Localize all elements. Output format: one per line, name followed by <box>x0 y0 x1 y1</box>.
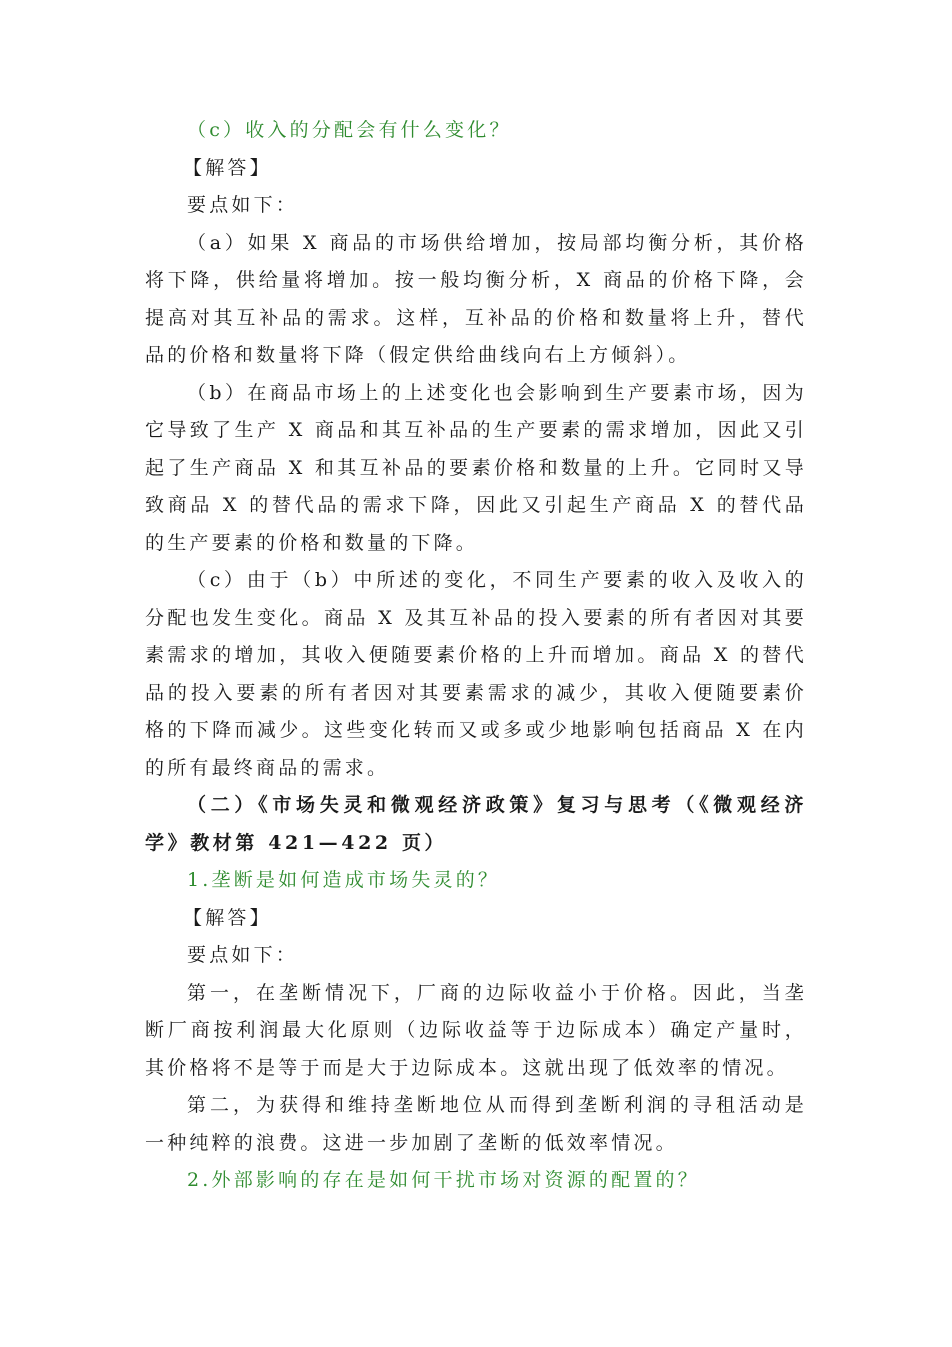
paragraph-c: （c）由于（b）中所述的变化，不同生产要素的收入及收入的分配也发生变化。商品 X 及其互补品的投入要素的所有者因对其要素需求的增加，其收入便随要素价格的上升而增加。商品 X 的替代品的投入要素的所有者因对其要素需求的减少，其收入便随要素价格的下降而减少。这些变化转而又或多或少地影响包括商品 X 在内的所有最终商品的需求。 <box>145 569 807 779</box>
section-heading: （二）《市场失灵和微观经济政策》复习与思考（《微观经济学》教材第 421—422 页） <box>145 794 807 854</box>
question-c: （c）收入的分配会有什么变化？ <box>187 119 512 141</box>
point-second: 第二，为获得和维持垄断地位从而得到垄断利润的寻租活动是一种纯粹的浪费。这进一步加剧了垄断的低效率情况。 <box>145 1094 807 1154</box>
answer-label: 【解答】 <box>183 156 272 179</box>
question-2: 2.外部影响的存在是如何干扰市场对资源的配置的？ <box>187 1169 700 1191</box>
answer-label-2: 【解答】 <box>183 906 272 929</box>
point-first: 第一，在垄断情况下，厂商的边际收益小于价格。因此，当垄断厂商按利润最大化原则（边际收益等于边际成本）确定产量时，其价格将不是等于而是大于边际成本。这就出现了低效率的情况。 <box>145 981 807 1079</box>
points-intro-2: 要点如下： <box>187 944 299 966</box>
document-page <box>145 112 807 1200</box>
paragraph-b: （b）在商品市场上的上述变化也会影响到生产要素市场，因为它导致了生产 X 商品和其互补品的生产要素的需求增加，因此又引起了生产商品 X 和其互补品的要素价格和数量的上升。它同时又导致商品 X 的替代品的需求下降，因此又引起生产商品 X 的替代品的生产要素的价格和数量的下降。 <box>145 381 807 554</box>
question-1: 1.垄断是如何造成市场失灵的？ <box>187 869 501 891</box>
paragraph-a: （a）如果 X 商品的市场供给增加，按局部均衡分析，其价格将下降，供给量将增加。按一般均衡分析，X 商品的价格下降，会提高对其互补品的需求。这样，互补品的价格和数量将上升，替代品的价格和数量将下降（假定供给曲线向右上方倾斜）。 <box>145 231 807 366</box>
points-intro: 要点如下： <box>187 194 299 216</box>
